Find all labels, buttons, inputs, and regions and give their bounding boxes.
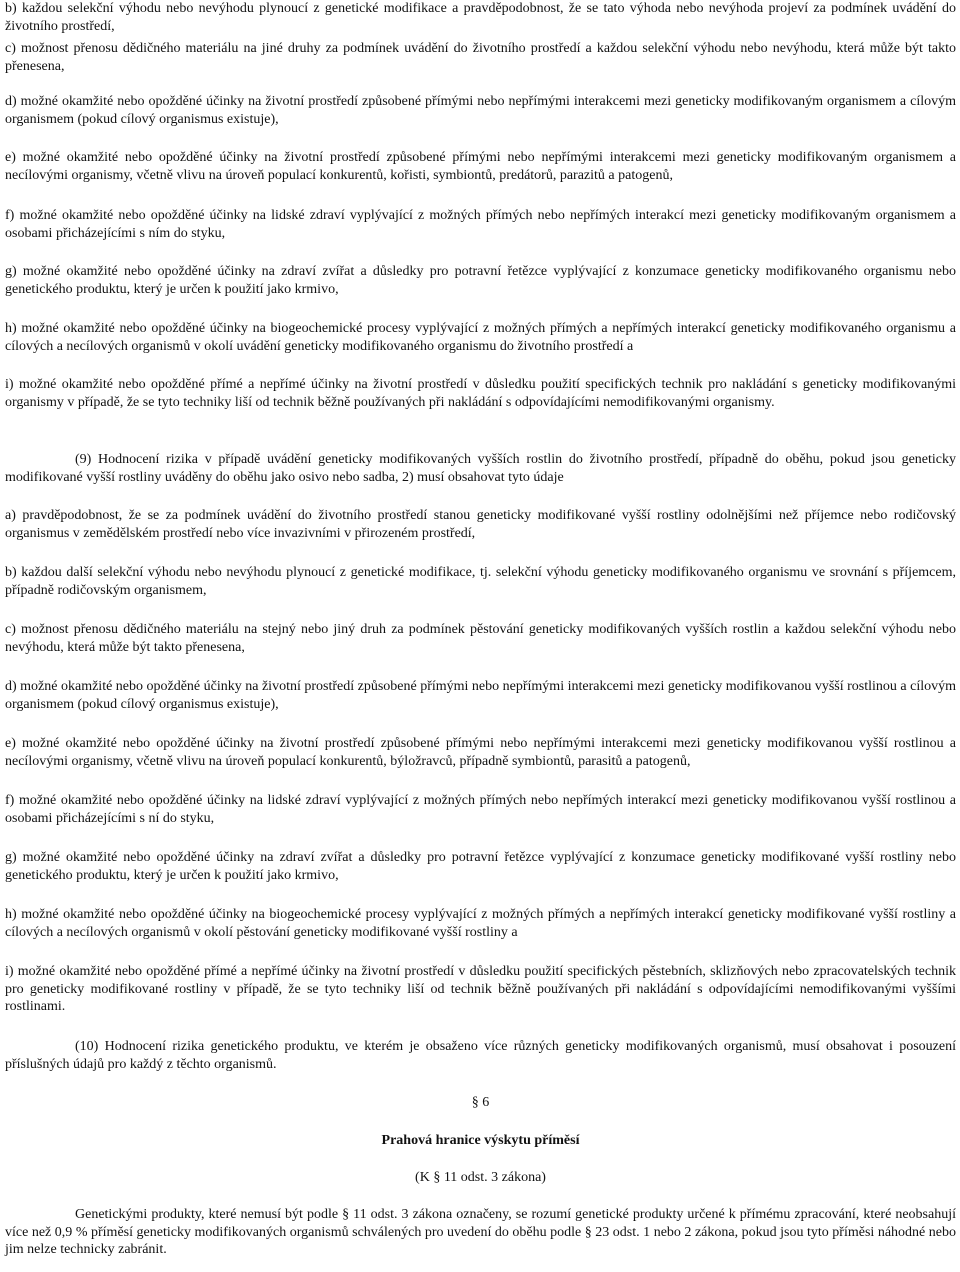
paragraph-c: c) možnost přenosu dědičného materiálu na jiné druhy za podmínek uvádění do životního prostředí a každou selekční výhodu nebo nevýhodu, která může být takto přenesena,: [5, 41, 956, 74]
paragraph-g: g) možné okamžité nebo opožděné účinky na zdraví zvířat a důsledky pro potravní řetězce vyplývající z konzumace geneticky modifikovaného organismu nebo genetického produktu, který je určen k použití jako krmivo,: [5, 264, 956, 297]
final-paragraph: Genetickými produkty, které nemusí být podle § 11 odst. 3 zákona označeny, se rozumí genetické produkty určené k přímému zpracování, které neobsahují více než 0,9 % příměsí geneticky modifikovaných organismů schválených pro uvedení do oběhu podle § 23 odst. 1 nebo 2 zákona, pokud jsou tyto příměsi náhodné nebo jim nelze technicky zabránit.: [5, 1207, 956, 1257]
paragraph-9h: h) možné okamžité nebo opožděné účinky na biogeochemické procesy vyplývající z možných přímých a nepřímých interakcí geneticky modifikované vyšší rostliny a cílových a necílových organismů v okolí pěstování geneticky modifikované vyšší rostliny a: [5, 907, 956, 940]
paragraph-d: d) možné okamžité nebo opožděné účinky na životní prostředí způsobené přímými nebo nepřímými interakcemi mezi geneticky modifikovaným organismem a cílovým organismem (pokud cílový organismus existuje),: [5, 94, 956, 127]
paragraph-i: i) možné okamžité nebo opožděné přímé a nepřímé účinky na životní prostředí v důsledku použití specifických technik pro nakládání s geneticky modifikovanými organismy v případě, že se tyto techniky liší od technik běžně používaných při nakládání s odpovídajícími nemodifikovanými organismy.: [5, 377, 956, 410]
paragraph-e: e) možné okamžité nebo opožděné účinky na životní prostředí způsobené přímými nebo nepřímými interakcemi mezi geneticky modifikovaným organismem a necílovými organismy, včetně vlivu na úroveň populací konkurentů, kořisti, symbiontů, predátorů, parazitů a patogenů,: [5, 150, 956, 183]
paragraph-9e: e) možné okamžité nebo opožděné účinky na životní prostředí způsobené přímými nebo nepřímými interakcemi mezi geneticky modifikovanou vyšší rostlinou a necílovými organismy, včetně vlivu na úroveň populací konkurentů, býložravců, případně symbiontů, parasitů a patogenů,: [5, 736, 956, 769]
paragraph-f: f) možné okamžité nebo opožděné účinky na lidské zdraví vyplývající z možných přímých nebo nepřímých interakcí mezi geneticky modifikovaným organismem a osobami přicházejícími s ním do styku,: [5, 208, 956, 241]
section-title: Prahová hranice výskytu příměsí: [381, 1133, 580, 1148]
section-number: § 6: [471, 1095, 490, 1110]
paragraph-9g: g) možné okamžité nebo opožděné účinky na zdraví zvířat a důsledky pro potravní řetězce vyplývající z konzumace geneticky modifikované vyšší rostliny nebo genetického produktu, který je určen k použití jako krmivo,: [5, 850, 956, 883]
paragraph-9a: a) pravděpodobnost, že se za podmínek uvádění do životního prostředí stanou geneticky modifikované vyšší rostliny odolnějšími než příjemce nebo rodičovský organismus v zemědělském prostředí nebo více invazivními v přirozeném prostředí,: [5, 508, 956, 541]
paragraph-9b: b) každou další selekční výhodu nebo nevýhodu plynoucí z genetické modifikace, tj. selekční výhodu geneticky modifikovaného organismu ve srovnání s příjemcem, případně rodičovským organismem,: [5, 565, 956, 598]
paragraph-9f: f) možné okamžité nebo opožděné účinky na lidské zdraví vyplývající z možných přímých nebo nepřímých interakcí mezi geneticky modifikovanou vyšší rostlinou a osobami přicházejícími s ní do styku,: [5, 793, 956, 826]
paragraph-9i: i) možné okamžité nebo opožděné přímé a nepřímé účinky na životní prostředí v důsledku použití specifických pěstebních, sklizňových nebo zpracovatelských technik pro geneticky modifikované rostliny v případě, že se tyto techniky liší od technik běžně používaných při nakládání s odpovídajícími nemodifikovanými vyššími rostlinami.: [5, 964, 956, 1014]
paragraph-b: b) každou selekční výhodu nebo nevýhodu plynoucí z genetické modifikace a pravděpodobnost, že se tato výhoda nebo nevýhoda projeví za podmínek uvádění do životního prostředí,: [5, 1, 956, 34]
paragraph-9: (9) Hodnocení rizika v případě uvádění geneticky modifikovaných vyšších rostlin do životního prostředí, případně do oběhu, pokud jsou geneticky modifikované vyšší rostliny uváděny do oběhu jako osivo nebo sadba, 2) musí obsahovat tyto údaje: [5, 452, 956, 485]
paragraph-9d: d) možné okamžité nebo opožděné účinky na životní prostředí způsobené přímými nebo nepřímými interakcemi mezi geneticky modifikovanou vyšší rostlinou a cílovým organismem (pokud cílový organismus existuje),: [5, 679, 956, 712]
paragraph-10: (10) Hodnocení rizika genetického produktu, ve kterém je obsaženo více různých geneticky modifikovaných organismů, musí obsahovat i posouzení příslušných údajů pro každý z těchto organismů.: [5, 1039, 956, 1072]
section-reference: (K § 11 odst. 3 zákona): [415, 1170, 546, 1185]
paragraph-h: h) možné okamžité nebo opožděné účinky na biogeochemické procesy vyplývající z možných přímých a nepřímých interakcí geneticky modifikovaného organismu a cílových a necílových organismů v okolí uvádění geneticky modifikovaného organismu do životního prostředí a: [5, 321, 956, 354]
paragraph-9c: c) možnost přenosu dědičného materiálu na stejný nebo jiný druh za podmínek pěstování geneticky modifikovaných vyšších rostlin a každou selekční výhodu nebo nevýhodu, která může být takto přenesena,: [5, 622, 956, 655]
